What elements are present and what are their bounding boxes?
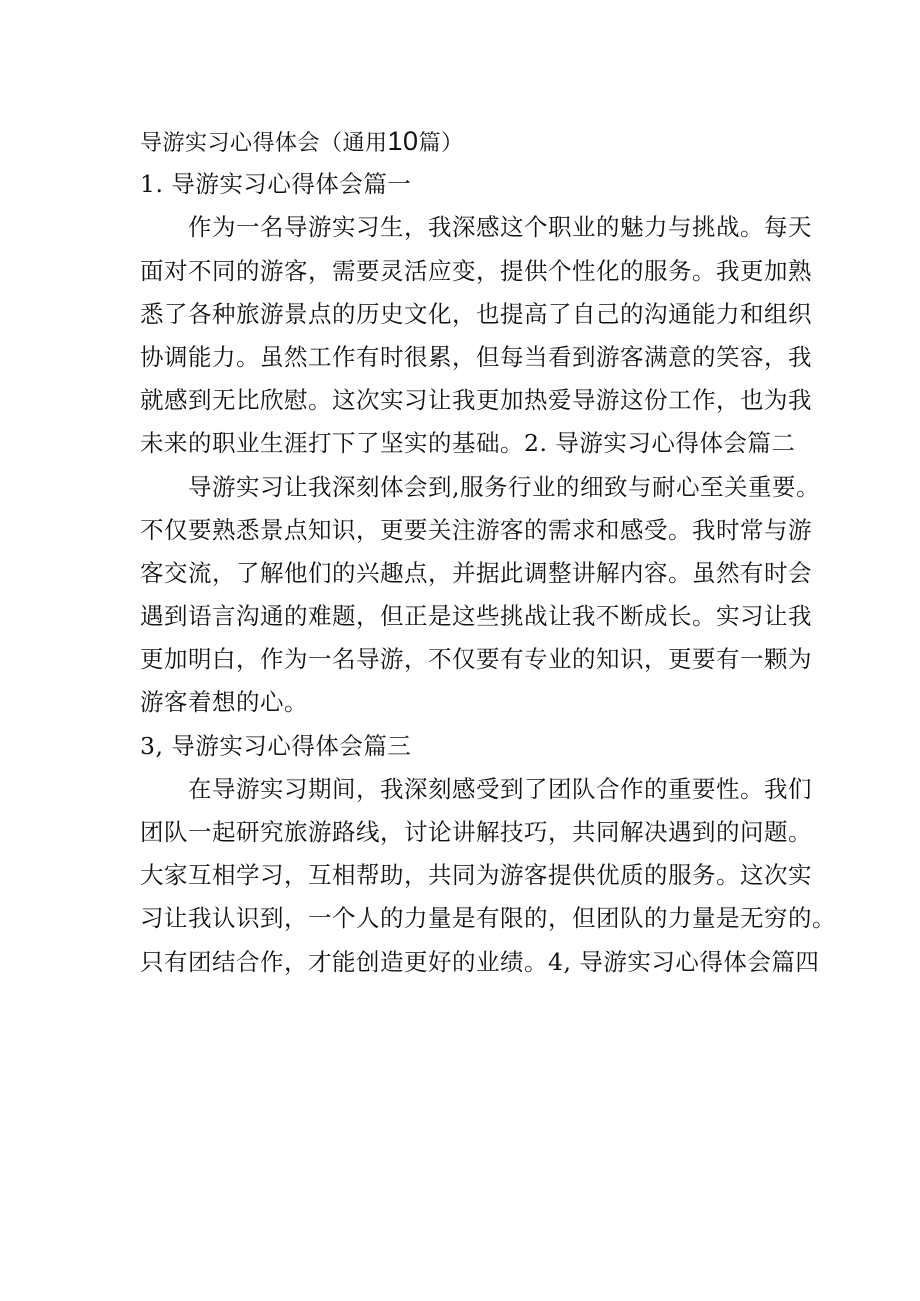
paragraph-line: 悉了各种旅游景点的历史文化，也提高了自己的沟通能力和组织 xyxy=(140,299,812,328)
document-title xyxy=(140,120,820,163)
document-body xyxy=(140,120,836,984)
paragraph-line: 团队一起研究旅游路线，讨论讲解技巧，共同解决遇到的问题。 xyxy=(140,818,812,846)
paragraph-line: 在导游实习期间，我深刻感受到了团队合作的重要性。我们 xyxy=(188,774,812,803)
section-heading-3: 3, 导游实习心得体会篇三 xyxy=(140,731,412,760)
section-heading-1: 1. 导游实习心得体会篇一 xyxy=(140,170,412,199)
title-number: 10 xyxy=(387,126,419,156)
title-suffix: 篇） xyxy=(418,131,464,156)
paragraph-line: 协调能力。虽然工作有时很累，但每当看到游客满意的笑容，我 xyxy=(140,342,812,371)
title-prefix: 导游实习心得体会（通用 xyxy=(140,131,388,156)
paragraph-line: 游客着想的心。 xyxy=(140,688,308,717)
paragraph-line: 客交流，了解他们的兴趣点，并据此调整讲解内容。虽然有时会 xyxy=(140,558,812,587)
paragraph-line: 未来的职业生涯打下了坚实的基础。2. 导游实习心得体会篇二 xyxy=(140,429,796,458)
paragraph-line: 只有团结合作，才能创造更好的业绩。4, 导游实习心得体会篇四 xyxy=(140,947,820,976)
paragraph-line: 面对不同的游客，需要灵活应变，提供个性化的服务。我更加熟 xyxy=(140,256,812,285)
paragraph-line: 更加明白，作为一名导游，不仅要有专业的知识，更要有一颗为 xyxy=(140,645,812,674)
paragraph-line: 遇到语言沟通的难题，但正是这些挑战让我不断成长。实习让我 xyxy=(140,602,812,631)
paragraph-line: 习让我认识到，一个人的力量是有限的，但团队的力量是无穷的。 xyxy=(140,904,836,933)
paragraph-line: 就感到无比欣慰。这次实习让我更加热爱导游这份工作，也为我 xyxy=(140,386,812,415)
paragraph-line: 作为一名导游实习生，我深感这个职业的魅力与挑战。每天 xyxy=(188,213,812,242)
paragraph-line: 导游实习让我深刻体会到,服务行业的细致与耐心至关重要。 xyxy=(188,472,820,501)
paragraph-line: 不仅要熟悉景点知识，更要关注游客的需求和感受。我时常与游 xyxy=(140,515,812,544)
paragraph-line: 大家互相学习，互相帮助，共同为游客提供优质的服务。这次实 xyxy=(140,861,812,890)
